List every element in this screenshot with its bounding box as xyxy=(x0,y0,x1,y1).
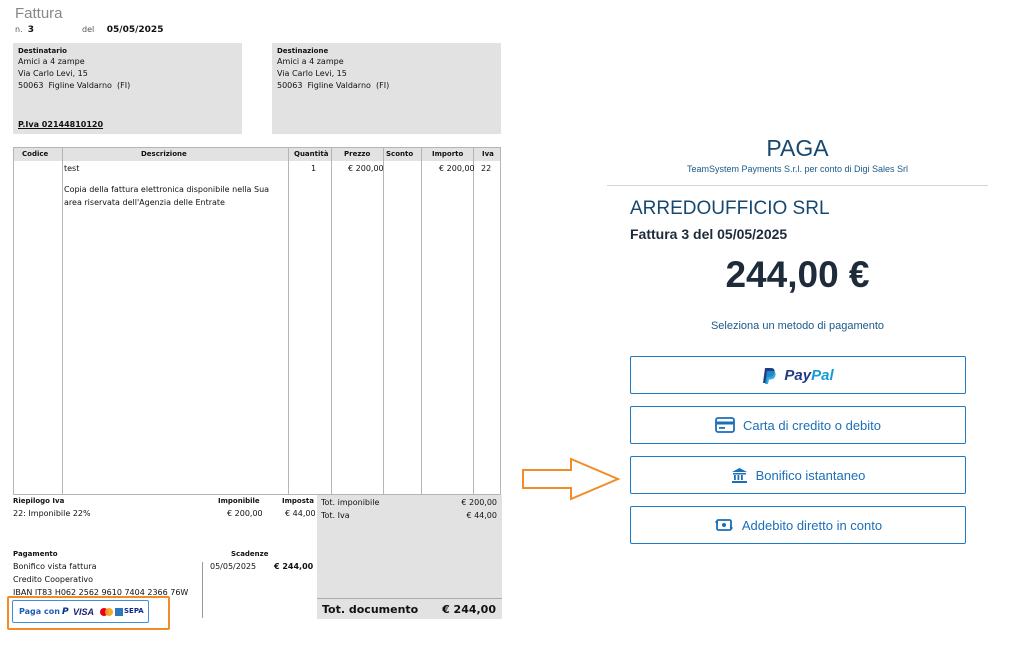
column-divider xyxy=(421,148,422,494)
sepa-icon: SEPA xyxy=(124,607,144,615)
invoice-date xyxy=(82,25,163,35)
destination-street: Via Carlo Levi, 15 xyxy=(277,69,347,78)
orange-arrow-icon xyxy=(521,457,621,501)
tot-taxable-value: € 200,00 xyxy=(461,498,497,507)
direct-debit-icon xyxy=(714,517,734,533)
pay-with-button[interactable] xyxy=(12,600,149,623)
vat-taxable-header: Imponibile xyxy=(218,497,260,505)
paypal-icon: P xyxy=(62,607,69,617)
header-description: Descrizione xyxy=(141,150,187,158)
mastercard-icon xyxy=(100,608,113,616)
payment-divider xyxy=(607,185,988,186)
recipient-vat: P.Iva 02144810120 xyxy=(18,120,104,129)
payment-amount: 244,00 € xyxy=(725,254,870,295)
invoice-number-label: n. xyxy=(15,25,23,34)
amex-icon xyxy=(115,608,123,616)
payment-method: Bonifico vista fattura xyxy=(13,562,97,571)
recipient-label: Destinatario xyxy=(18,47,67,55)
tot-vat-value: € 44,00 xyxy=(466,511,497,520)
card-payment-label: Carta di credito o debito xyxy=(742,417,882,433)
totals-box xyxy=(317,495,502,598)
due-header: Scadenze xyxy=(231,550,269,558)
invoice-table xyxy=(13,147,501,495)
table-header xyxy=(14,148,500,161)
document-total-value: € 244,00 xyxy=(442,603,496,616)
invoice-reference: Fattura 3 del 05/05/2025 xyxy=(630,226,788,242)
column-divider xyxy=(331,148,332,494)
payment-iban: IBAN IT83 H062 2562 9610 7404 2366 76W xyxy=(13,588,189,597)
row-note-line2: area riservata dell'Agenzia delle Entrate xyxy=(64,198,225,207)
pay-with-label: Paga con xyxy=(19,607,60,616)
row-price: € 200,00 xyxy=(348,164,384,173)
invoice-date-label: del xyxy=(82,25,95,34)
payment-subtitle: TeamSystem Payments S.r.l. per conto di Digi Sales Srl xyxy=(686,164,909,174)
vat-row-label: 22: Imponibile 22% xyxy=(13,509,91,518)
header-code: Codice xyxy=(22,150,49,158)
header-discount: Sconto xyxy=(386,150,414,158)
document-total-label: Tot. documento xyxy=(322,603,419,616)
payment-bank: Credito Cooperativo xyxy=(13,575,94,584)
row-vat: 22 xyxy=(481,164,492,173)
row-quantity: 1 xyxy=(311,164,317,173)
vat-row-tax: € 44,00 xyxy=(285,509,316,518)
paypal-icon xyxy=(762,367,776,384)
destination-name: Amici a 4 zampe xyxy=(277,57,344,66)
payment-header: Pagamento xyxy=(13,550,58,558)
credit-card-icon xyxy=(715,417,735,433)
row-amount: € 200,00 xyxy=(439,164,475,173)
destination-box xyxy=(272,43,501,134)
company-name: ARREDOUFFICIO SRL xyxy=(630,198,830,219)
recipient-box xyxy=(13,43,242,134)
payment-title: PAGA xyxy=(766,135,829,161)
direct-debit-label: Addebito diretto in conto xyxy=(741,517,883,533)
destination-city: 50063 Figline Valdarno (FI) xyxy=(277,81,390,90)
payment-divider xyxy=(202,562,203,618)
select-method-label: Seleziona un metodo di pagamento xyxy=(710,320,885,332)
document-total xyxy=(317,598,502,619)
row-description: test xyxy=(64,164,80,173)
paypal-button[interactable] xyxy=(630,356,966,394)
column-divider xyxy=(473,148,474,494)
header-price: Prezzo xyxy=(344,150,371,158)
row-note-line1: Copia della fattura elettronica disponibile nella Sua xyxy=(64,185,270,194)
tot-vat-label: Tot. Iva xyxy=(321,511,350,520)
due-amount: € 244,00 xyxy=(274,562,314,571)
invoice-title: Fattura xyxy=(15,5,63,22)
column-divider xyxy=(62,148,63,494)
header-vat: Iva xyxy=(482,150,494,158)
visa-icon: VISA xyxy=(73,607,95,617)
invoice-number-value: 3 xyxy=(27,25,34,35)
column-divider xyxy=(288,148,289,494)
direct-debit-button[interactable] xyxy=(630,506,966,544)
recipient-city: 50063 Figline Valdarno (FI) xyxy=(18,81,131,90)
header-amount: Importo xyxy=(432,150,464,158)
bank-icon xyxy=(731,467,748,484)
tot-taxable-label: Tot. imponibile xyxy=(321,498,380,507)
invoice-number xyxy=(15,25,34,35)
vat-tax-header: Imposta xyxy=(282,497,314,505)
vat-row-taxable: € 200,00 xyxy=(227,509,263,518)
bank-transfer-button[interactable] xyxy=(630,456,966,494)
destination-label: Destinazione xyxy=(277,47,329,55)
due-date: 05/05/2025 xyxy=(210,562,257,571)
paypal-logo xyxy=(762,367,833,384)
recipient-name: Amici a 4 zampe xyxy=(18,57,85,66)
header-quantity: Quantità xyxy=(294,150,329,158)
paypal-pay-text: Pay xyxy=(784,366,812,384)
card-payment-button[interactable] xyxy=(630,406,966,444)
recipient-street: Via Carlo Levi, 15 xyxy=(18,69,88,78)
vat-summary-header: Riepilogo Iva xyxy=(13,497,65,505)
bank-transfer-label: Bonifico istantaneo xyxy=(755,467,866,483)
paypal-pal-text: Pal xyxy=(811,366,834,384)
column-divider xyxy=(383,148,384,494)
invoice-date-value: 05/05/2025 xyxy=(106,25,164,35)
